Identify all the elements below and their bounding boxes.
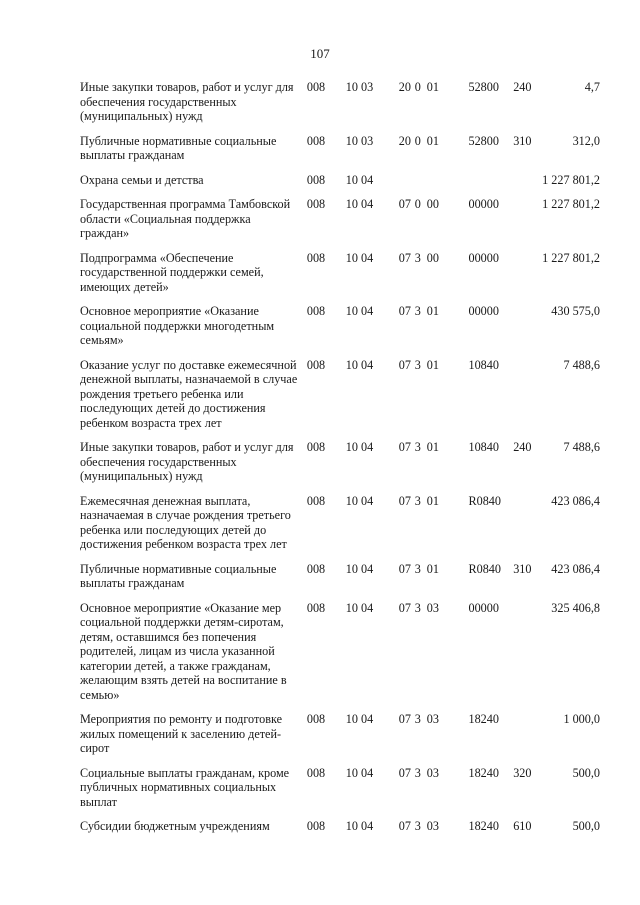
cs-subprogram: 3: [414, 765, 421, 780]
cs-program: 07: [398, 561, 411, 576]
table-row: [80, 819, 600, 844]
cs-event: 01: [426, 304, 439, 318]
cs-subprogram: 3: [414, 440, 421, 454]
row-name: Охрана семьи и детства: [80, 172, 204, 187]
row-vr: [513, 494, 542, 562]
cs-subprogram: 3: [414, 561, 421, 576]
cs-subprogram: 3: [414, 304, 421, 318]
page-number: 107: [310, 46, 330, 61]
row-sum: 1 227 801,2: [542, 197, 600, 211]
cs-subprogram: 3: [414, 600, 421, 615]
cs-event: 01: [426, 493, 439, 508]
cs-program: 07: [398, 765, 411, 780]
row-vr: [513, 304, 542, 358]
row-ved: 008: [306, 172, 326, 187]
row-rz-pr: 10 04: [345, 561, 374, 576]
row-ved: 008: [306, 561, 326, 576]
row-sum: 312,0: [572, 133, 600, 148]
row-cs: [387, 251, 467, 305]
cs-program: 20: [398, 80, 411, 94]
cs-event: 03: [426, 600, 439, 615]
cs-event: 01: [426, 133, 439, 148]
budget-table: [80, 80, 600, 844]
cs-direction: R0840: [468, 493, 501, 508]
table-row: [80, 601, 600, 713]
row-name: Публичные нормативные социальные выплаты гражданам: [80, 561, 277, 590]
table-row: [80, 304, 600, 358]
table-row: [80, 562, 600, 601]
row-vr: [513, 251, 542, 305]
row-rz-pr: 10 04: [345, 765, 374, 780]
row-ved: 008: [306, 197, 326, 211]
row-vr: 320: [513, 765, 532, 780]
cs-event: 01: [426, 80, 439, 94]
row-ved: 008: [306, 493, 326, 508]
table-row: [80, 766, 600, 820]
cs-subprogram: 3: [414, 250, 421, 265]
row-cs: [387, 358, 467, 441]
table-row: [80, 494, 600, 562]
cs-subprogram: 0: [414, 197, 421, 211]
row-rz-pr: 10 04: [345, 493, 374, 508]
row-cs: [387, 304, 467, 358]
cs-subprogram: 3: [414, 819, 421, 833]
row-ved: 008: [306, 250, 326, 265]
row-cs: [387, 134, 467, 173]
table-row: [80, 440, 600, 494]
cs-event: 01: [426, 357, 439, 372]
row-rz-pr: 10 04: [345, 440, 374, 454]
table-row: [80, 712, 600, 766]
row-rz-pr: 10 04: [345, 357, 374, 372]
row-vr: 240: [513, 80, 532, 94]
table-row: [80, 251, 600, 305]
row-name: Государственная программа Тамбовской области «Социальная поддержка граждан»: [80, 197, 291, 240]
row-rz-pr: 10 04: [345, 600, 374, 615]
cs-direction: 00000: [468, 197, 499, 211]
row-sum: 500,0: [572, 765, 600, 780]
cs-event: 03: [426, 819, 439, 833]
cs-direction: [466, 173, 513, 198]
cs-event: 01: [426, 561, 439, 576]
row-sum: 430 575,0: [551, 304, 600, 318]
row-sum: 423 086,4: [551, 493, 600, 508]
cs-event: 03: [426, 765, 439, 780]
row-cs: [387, 712, 467, 766]
row-sum: 500,0: [572, 819, 600, 833]
row-ved: 008: [306, 80, 326, 94]
row-vr: 610: [513, 819, 532, 833]
cs-program: 07: [398, 819, 411, 833]
cs-program: 07: [398, 357, 411, 372]
row-name: Мероприятия по ремонту и подготовке жилых помещений к заселению детей-сирот: [80, 712, 283, 755]
row-sum: 7 488,6: [563, 440, 600, 454]
row-cs: [387, 562, 467, 601]
table-row: [80, 134, 600, 173]
row-sum: 1 000,0: [563, 712, 600, 726]
row-cs: [387, 440, 467, 494]
row-ved: 008: [306, 600, 326, 615]
row-cs: [387, 173, 467, 198]
row-vr: [513, 601, 542, 713]
cs-event: 01: [426, 440, 439, 454]
row-cs: [387, 494, 467, 562]
row-vr: [513, 712, 542, 766]
row-name: Оказание услуг по доставке ежемесячной денежной выплаты, назначаемой в случае рождения третьего ребенка или последующих детей до достижения ребенком возраста трех лет: [80, 357, 298, 430]
cs-direction: 18240: [468, 712, 499, 726]
row-vr: [513, 173, 542, 198]
row-vr: 310: [513, 133, 532, 148]
row-name: Ежемесячная денежная выплата, назначаемая в случае рождения третьего ребенка или последующих детей до достижения ребенком возраста трех лет: [80, 493, 291, 551]
cs-program: 07: [398, 493, 411, 508]
row-name: Основное мероприятие «Оказание социальной поддержки многодетным семьям»: [80, 304, 275, 347]
cs-direction: 18240: [468, 765, 499, 780]
row-name: Публичные нормативные социальные выплаты гражданам: [80, 133, 277, 162]
row-ved: 008: [306, 765, 326, 780]
cs-event: 03: [426, 712, 439, 726]
row-name: Субсидии бюджетным учреждениям: [80, 819, 270, 833]
row-sum: 325 406,8: [551, 600, 600, 615]
table-row: [80, 197, 600, 251]
cs-subprogram: 3: [414, 712, 421, 726]
row-name: Подпрограмма «Обеспечение государственной поддержки семей, имеющих детей»: [80, 250, 264, 294]
cs-direction: 00000: [468, 600, 499, 615]
cs-subprogram: 0: [414, 133, 421, 148]
cs-program: 20: [398, 133, 411, 148]
row-ved: 008: [306, 819, 326, 833]
row-cs: [387, 819, 467, 844]
row-cs: [387, 197, 467, 251]
row-rz-pr: 10 04: [345, 172, 374, 187]
row-sum: 1 227 801,2: [542, 172, 600, 187]
cs-program: 07: [398, 712, 411, 726]
row-rz-pr: 10 03: [345, 80, 374, 94]
row-sum: 4,7: [584, 80, 600, 94]
cs-program: 07: [398, 600, 411, 615]
cs-subprogram: 3: [414, 357, 421, 372]
cs-direction: 52800: [468, 80, 499, 94]
row-ved: 008: [306, 440, 326, 454]
budget-table-body: [80, 80, 600, 844]
cs-program: 07: [398, 304, 411, 318]
table-row: [80, 80, 600, 134]
cs-event: 00: [426, 250, 439, 265]
cs-direction: 00000: [468, 250, 499, 265]
row-cs: [387, 80, 467, 134]
row-vr: 240: [513, 440, 532, 454]
row-rz-pr: 10 04: [345, 819, 374, 833]
cs-direction: 18240: [468, 819, 499, 833]
row-ved: 008: [306, 304, 326, 318]
table-row: [80, 173, 600, 198]
cs-direction: R0840: [468, 561, 501, 576]
cs-program: 07: [398, 197, 411, 211]
row-rz-pr: 10 04: [345, 304, 374, 318]
cs-direction: 52800: [468, 133, 499, 148]
row-name: Основное мероприятие «Оказание мер социальной поддержки детям-сиротам, детям, оставшимся без попечения родителей, лицам из числа указанной категории детей, а также гражданам, желающим взять детей на воспитание в семью»: [80, 600, 287, 702]
row-sum: 1 227 801,2: [542, 250, 600, 265]
row-sum: 423 086,4: [551, 561, 600, 576]
row-cs: [387, 601, 467, 713]
cs-direction: 00000: [468, 304, 499, 318]
row-rz-pr: 10 04: [345, 197, 374, 211]
row-cs: [387, 766, 467, 820]
table-row: [80, 358, 600, 441]
cs-direction: 10840: [468, 440, 499, 454]
row-rz-pr: 10 03: [345, 133, 374, 148]
row-name: Иные закупки товаров, работ и услуг для обеспечения государственных (муниципальных) нужд: [80, 80, 294, 123]
row-ved: 008: [306, 712, 326, 726]
cs-subprogram: 3: [414, 493, 421, 508]
row-vr: 310: [513, 561, 532, 576]
cs-event: 00: [426, 197, 439, 211]
row-sum: 7 488,6: [563, 357, 600, 372]
cs-direction: 10840: [468, 357, 499, 372]
row-vr: [513, 358, 542, 441]
row-name: Социальные выплаты гражданам, кроме публичных нормативных социальных выплат: [80, 765, 290, 809]
row-ved: 008: [306, 357, 326, 372]
row-name: Иные закупки товаров, работ и услуг для обеспечения государственных (муниципальных) нужд: [80, 440, 294, 483]
row-rz-pr: 10 04: [345, 712, 374, 726]
row-ved: 008: [306, 133, 326, 148]
cs-program: 07: [398, 440, 411, 454]
row-vr: [513, 197, 542, 251]
cs-program: 07: [398, 250, 411, 265]
row-rz-pr: 10 04: [345, 250, 374, 265]
cs-subprogram: 0: [414, 80, 421, 94]
